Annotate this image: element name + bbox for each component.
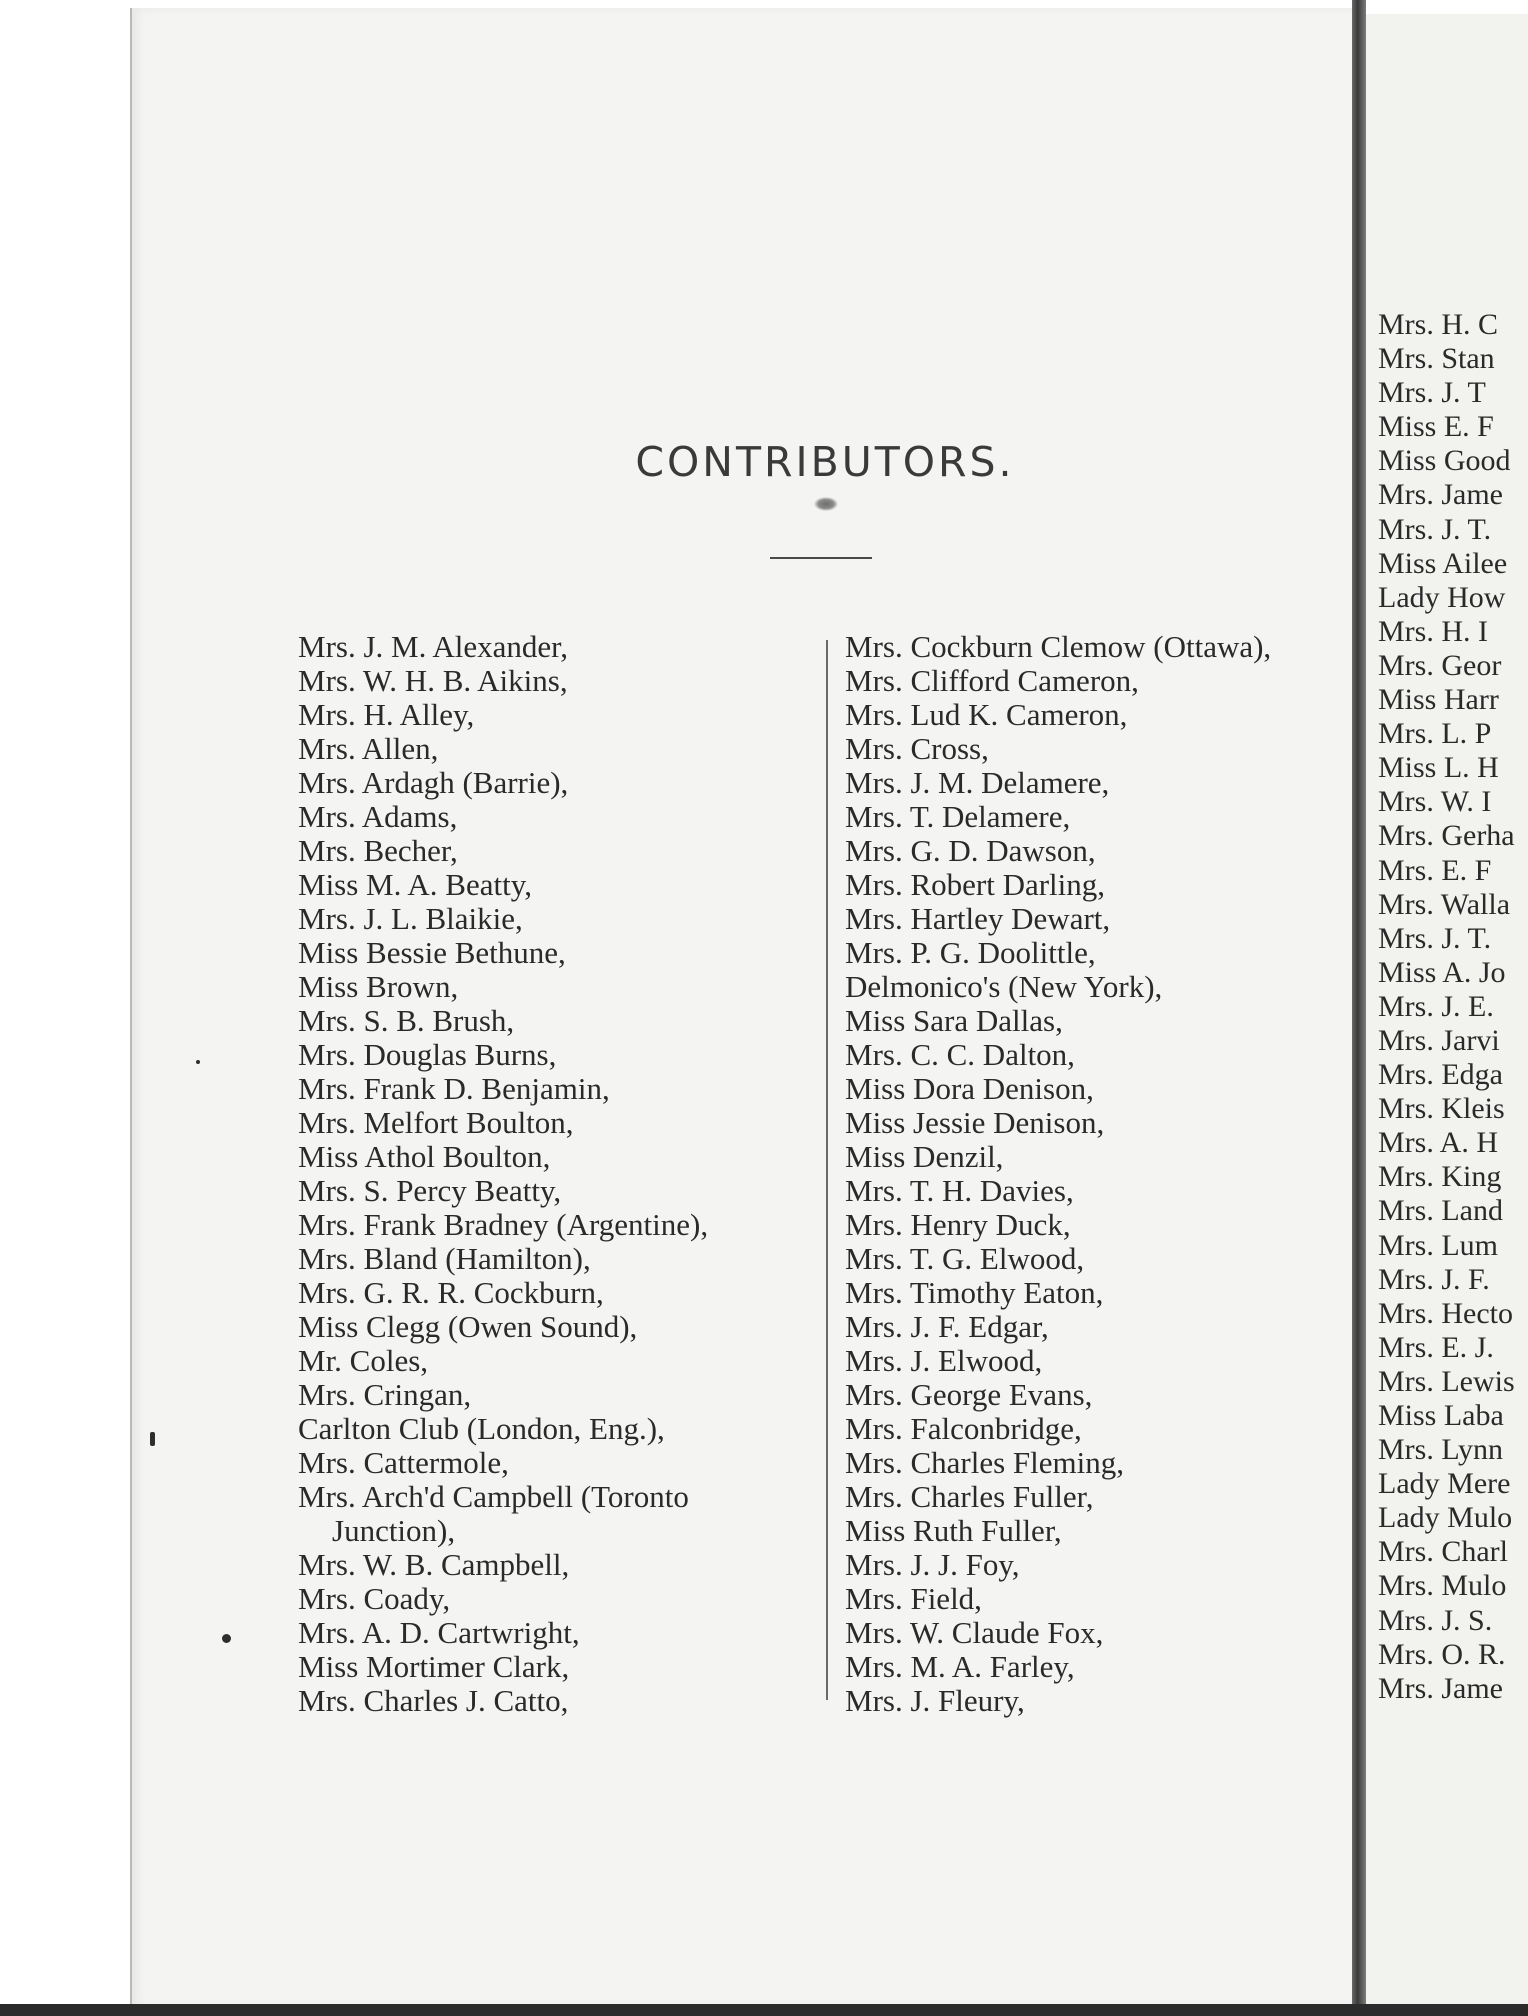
contributor-entry: Mrs. Falconbridge, bbox=[845, 1411, 1082, 1446]
contributor-entry: Miss Ruth Fuller, bbox=[845, 1513, 1062, 1548]
column-divider bbox=[826, 640, 828, 1700]
contributor-entry: Carlton Club (London, Eng.), bbox=[298, 1411, 665, 1446]
contributor-entry: Mrs. J. L. Blaikie, bbox=[298, 901, 523, 936]
contributor-entry-continuation bbox=[298, 1514, 708, 1548]
contributor-entry: Mrs. C. C. Dalton, bbox=[845, 1037, 1075, 1072]
contributor-entry-cropped: Miss A. Jo bbox=[1378, 955, 1506, 989]
contributor-entry: Miss Brown, bbox=[298, 969, 459, 1004]
contributor-entry: Mrs. George Evans, bbox=[845, 1377, 1093, 1412]
contributor-entry-cropped: Miss Harr bbox=[1378, 683, 1499, 717]
ink-speck bbox=[150, 1432, 155, 1446]
contributor-entry: Miss M. A. Beatty, bbox=[298, 867, 532, 902]
contributor-entry: Miss Mortimer Clark, bbox=[298, 1649, 570, 1684]
contributor-entry: Miss Jessie Denison, bbox=[845, 1105, 1105, 1140]
contributor-entry: Mrs. Lud K. Cameron, bbox=[845, 697, 1128, 732]
contributor-entry-cropped: Mrs. W. I bbox=[1378, 785, 1492, 819]
contributor-entry: Mrs. Frank Bradney (Argentine), bbox=[298, 1207, 709, 1242]
contributor-entry: Mrs. S. Percy Beatty, bbox=[298, 1173, 562, 1208]
contributor-entry: Mrs. Becher, bbox=[298, 833, 458, 868]
contributor-entry-cropped: Mrs. Jame bbox=[1378, 1671, 1503, 1705]
contributor-entry: Mrs. W. H. B. Aikins, bbox=[298, 663, 568, 698]
contributor-entry-cropped: Mrs. A. H bbox=[1378, 1126, 1499, 1160]
contributor-entry: Miss Bessie Bethune, bbox=[298, 935, 566, 970]
contributor-entry: Mrs. Clifford Cameron, bbox=[845, 663, 1139, 698]
contributors-column-1 bbox=[298, 630, 708, 1718]
contributor-entry: Mrs. T. Delamere, bbox=[845, 799, 1071, 834]
contributor-entry-cropped: Mrs. L. P bbox=[1378, 717, 1492, 751]
contributor-entry: Mrs. P. G. Doolittle, bbox=[845, 935, 1096, 970]
contributor-entry: Mrs. Arch'd Campbell (Toronto bbox=[298, 1479, 689, 1514]
contributors-column-2 bbox=[845, 630, 1271, 1718]
contributor-entry-cropped: Mrs. Lewis bbox=[1378, 1364, 1515, 1398]
contributor-entry-cropped: Mrs. J. S. bbox=[1378, 1603, 1493, 1637]
continuation-text: Junction), bbox=[332, 1513, 456, 1548]
contributor-entry: Mrs. Charles J. Catto, bbox=[298, 1683, 569, 1718]
contributor-entry: Mrs. Cringan, bbox=[298, 1377, 472, 1412]
contributor-entry: Mrs. S. B. Brush, bbox=[298, 1003, 515, 1038]
contributor-entry: Mrs. J. M. Alexander, bbox=[298, 629, 568, 664]
contributor-entry-cropped: Mrs. Charl bbox=[1378, 1535, 1508, 1569]
contributor-entry-cropped: Mrs. Mulo bbox=[1378, 1569, 1507, 1603]
contributor-entry: Mrs. Robert Darling, bbox=[845, 867, 1106, 902]
contributor-entry: Mrs. W. B. Campbell, bbox=[298, 1547, 570, 1582]
contributor-entry: Mrs. Charles Fuller, bbox=[845, 1479, 1094, 1514]
title-rule bbox=[770, 557, 872, 559]
contributor-entry-cropped: Mrs. Jame bbox=[1378, 478, 1503, 512]
contributor-entry: Mrs. M. A. Farley, bbox=[845, 1649, 1075, 1684]
contributor-entry: Mrs. Timothy Eaton, bbox=[845, 1275, 1104, 1310]
contributor-entry-cropped: Mrs. J. T. bbox=[1378, 921, 1492, 955]
contributor-entry: Mrs. J. Elwood, bbox=[845, 1343, 1043, 1378]
contributor-entry: Delmonico's (New York), bbox=[845, 969, 1163, 1004]
contributor-entry-cropped: Mrs. J. T bbox=[1378, 376, 1486, 410]
contributor-entry: Miss Denzil, bbox=[845, 1139, 1004, 1174]
contributor-entry: Miss Dora Denison, bbox=[845, 1071, 1094, 1106]
contributor-entry-cropped: Miss Ailee bbox=[1378, 546, 1508, 580]
contributor-entry: Mrs. G. D. Dawson, bbox=[845, 833, 1096, 868]
contributor-entry-cropped: Miss Good bbox=[1378, 444, 1511, 478]
contributor-entry-cropped: Mrs. Stan bbox=[1378, 342, 1495, 376]
contributor-entry: Mrs. J. M. Delamere, bbox=[845, 765, 1110, 800]
contributor-entry: Mrs. Coady, bbox=[298, 1581, 451, 1616]
contributor-entry: Mrs. Cross, bbox=[845, 731, 989, 766]
contributor-entry-cropped: Mrs. Edga bbox=[1378, 1058, 1503, 1092]
contributor-entry-cropped: Miss E. F bbox=[1378, 410, 1494, 444]
contributor-entry-cropped: Mrs. Lynn bbox=[1378, 1433, 1504, 1467]
contributor-entry: Miss Athol Boulton, bbox=[298, 1139, 551, 1174]
contributor-entry: Mrs. Charles Fleming, bbox=[845, 1445, 1124, 1480]
contributor-entry: Mrs. Allen, bbox=[298, 731, 439, 766]
contributors-column-3-partial bbox=[1378, 308, 1515, 1706]
contributor-entry-cropped: Mrs. J. F. bbox=[1378, 1262, 1490, 1296]
contributor-entry-cropped: Mrs. J. E. bbox=[1378, 989, 1494, 1023]
contributor-entry-cropped: Mrs. Jarvi bbox=[1378, 1023, 1500, 1057]
contributor-entry-cropped: Lady How bbox=[1378, 580, 1506, 614]
contributor-entry: Mrs. Melfort Boulton, bbox=[298, 1105, 574, 1140]
contributor-entry-cropped: Mrs. Hecto bbox=[1378, 1296, 1513, 1330]
contributor-entry-cropped: Lady Mulo bbox=[1378, 1501, 1513, 1535]
contributor-entry-cropped: Mrs. King bbox=[1378, 1160, 1502, 1194]
contributor-entry-cropped: Mrs. Geor bbox=[1378, 648, 1502, 682]
contributor-entry-cropped: Lady Mere bbox=[1378, 1467, 1511, 1501]
contributor-entry-cropped: Mrs. Land bbox=[1378, 1194, 1503, 1228]
contributor-entry: Mrs. G. R. R. Cockburn, bbox=[298, 1275, 604, 1310]
contributor-entry: Miss Clegg (Owen Sound), bbox=[298, 1309, 638, 1344]
contributor-entry: Miss Sara Dallas, bbox=[845, 1003, 1063, 1038]
ornament-mark bbox=[814, 497, 838, 511]
contributor-entry-cropped: Mrs. Walla bbox=[1378, 887, 1511, 921]
contributor-entry: Mrs. J. J. Foy, bbox=[845, 1547, 1020, 1582]
contributor-entry: Mr. Coles, bbox=[298, 1343, 429, 1378]
contributor-entry-cropped: Mrs. J. T. bbox=[1378, 512, 1492, 546]
contributor-entry: Mrs. Field, bbox=[845, 1581, 982, 1616]
ink-speck bbox=[222, 1634, 231, 1643]
contributor-entry: Mrs. Adams, bbox=[298, 799, 458, 834]
contributor-entry: Mrs. Cattermole, bbox=[298, 1445, 509, 1480]
contributor-entry: Mrs. T. G. Elwood, bbox=[845, 1241, 1085, 1276]
contributor-entry: Mrs. Ardagh (Barrie), bbox=[298, 765, 569, 800]
contributor-entry-cropped: Mrs. H. C bbox=[1378, 308, 1499, 341]
contributor-entry-cropped: Mrs. O. R. bbox=[1378, 1637, 1506, 1671]
contributor-entry-cropped: Mrs. Gerha bbox=[1378, 819, 1515, 853]
contributor-entry: Mrs. Frank D. Benjamin, bbox=[298, 1071, 610, 1106]
contributor-entry: Mrs. W. Claude Fox, bbox=[845, 1615, 1104, 1650]
contributor-entry: Mrs. Bland (Hamilton), bbox=[298, 1241, 591, 1276]
contributor-entry-cropped: Mrs. E. F bbox=[1378, 853, 1492, 887]
contributor-entry: Mrs. H. Alley, bbox=[298, 697, 475, 732]
contributor-entry: Mrs. Hartley Dewart, bbox=[845, 901, 1111, 936]
ink-speck bbox=[196, 1060, 200, 1064]
page-title: CONTRIBUTORS. bbox=[635, 438, 1015, 486]
bottom-edge bbox=[0, 2004, 1528, 2016]
contributor-entry: Mrs. J. Fleury, bbox=[845, 1683, 1025, 1718]
contributor-entry: Mrs. A. D. Cartwright, bbox=[298, 1615, 580, 1650]
contributor-entry: Mrs. Douglas Burns, bbox=[298, 1037, 557, 1072]
contributor-entry-cropped: Mrs. H. I bbox=[1378, 614, 1488, 648]
contributor-entry-cropped: Miss Laba bbox=[1378, 1399, 1504, 1432]
book-gutter bbox=[1352, 0, 1366, 2016]
contributor-entry: Mrs. Henry Duck, bbox=[845, 1207, 1071, 1242]
contributor-entry-cropped: Mrs. Lum bbox=[1378, 1228, 1498, 1262]
contributor-entry-cropped: Mrs. Kleis bbox=[1378, 1092, 1505, 1126]
contributor-entry: Mrs. J. F. Edgar, bbox=[845, 1309, 1049, 1344]
contributor-entry-cropped: Miss L. H bbox=[1378, 751, 1499, 785]
contributor-entry: Mrs. Cockburn Clemow (Ottawa), bbox=[845, 629, 1272, 664]
contributor-entry: Mrs. T. H. Davies, bbox=[845, 1173, 1074, 1208]
contributor-entry-cropped: Mrs. E. J. bbox=[1378, 1330, 1494, 1364]
